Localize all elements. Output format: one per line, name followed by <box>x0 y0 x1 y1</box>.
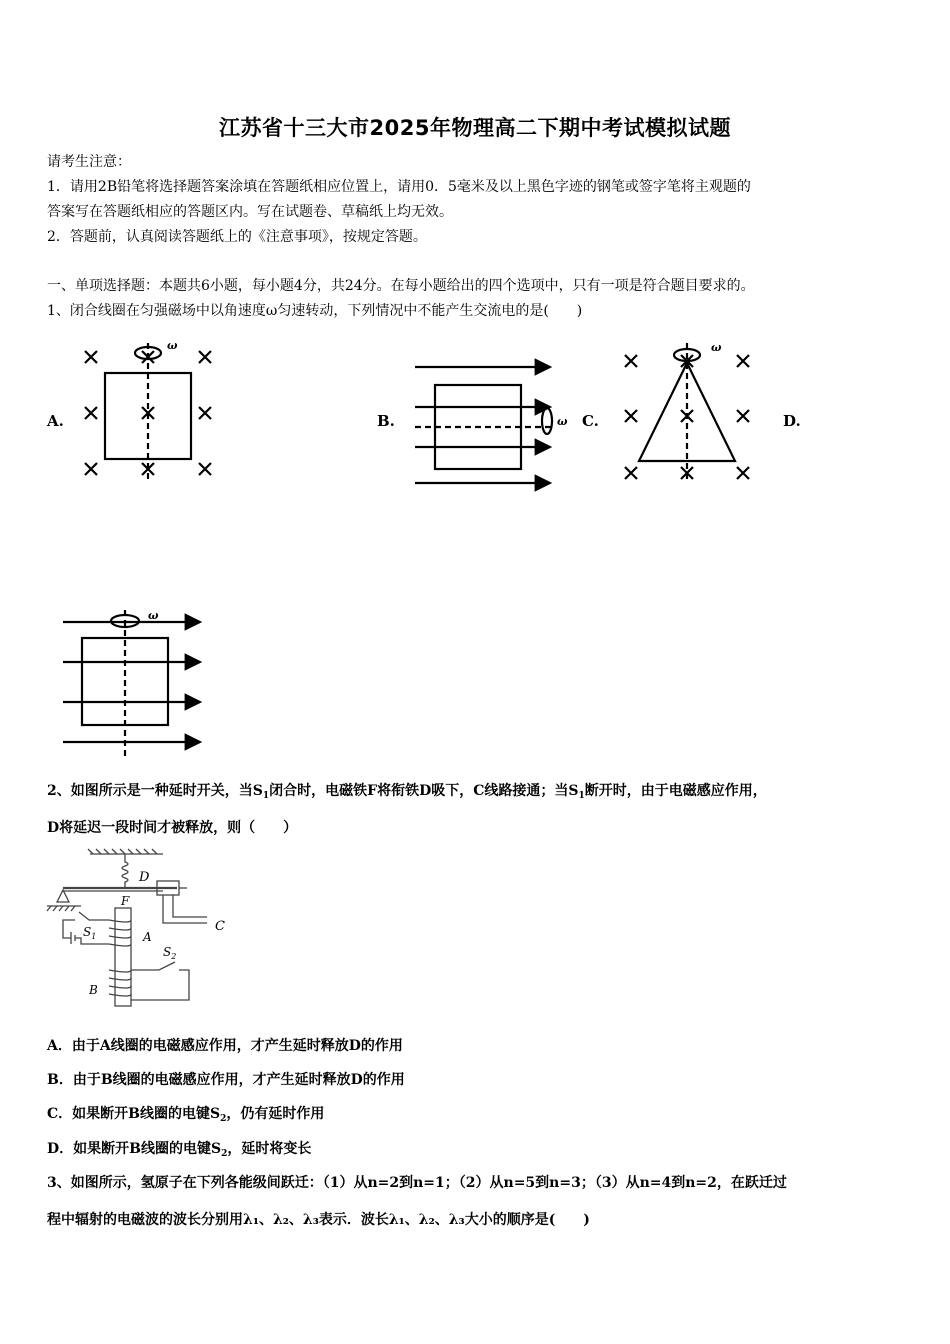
q1-figure-b <box>410 355 570 490</box>
svg-text:F: F <box>121 894 130 908</box>
svg-text:S1: $S_1$ <box>83 925 97 941</box>
notice-heading: 请考生注意： <box>47 154 131 170</box>
section-1-heading: 一、单项选择题：本题共6小题，每小题4分，共24分。在每小题给出的四个选项中，只有一项是符合题目要求的。 <box>47 278 755 294</box>
omega-label: ω <box>167 339 178 352</box>
notice-item-1-line-2: 答案写在答题纸相应的答题区内。写在试题卷、草稿纸上均无效。 <box>47 204 453 220</box>
svg-text:C: C <box>215 919 225 934</box>
notice-item-1-line-1: 1．请用2B铅笔将选择题答案涂填在答题纸相应位置上，请用0．5毫米及以上黑色字迹的钢笔或签字笔将主观题的 <box>47 179 751 195</box>
notice-item-2: 2．答题前，认真阅读答题纸上的《注意事项》，按规定答题。 <box>47 229 427 245</box>
q1-option-d-label: D. <box>783 412 801 430</box>
question-3-stem-line-2: 程中辐射的电磁波的波长分别用λ₁、λ₂、λ₃表示．波长λ₁、λ₂、λ₃大小的顺序是( ) <box>47 1212 590 1228</box>
svg-text:ω: ω <box>148 609 159 622</box>
q1-option-c-label: C. <box>582 412 599 430</box>
q1-figure-c <box>615 335 765 485</box>
question-2-stem-line-1: 2、如图所示是一种延时开关，当$S_1$闭合时，电磁铁F将衔铁D吸下，C线路接通；当$S_1$断开时，由于电磁感应作用， <box>47 783 767 801</box>
q2-option-a: A．由于A线圈的电磁感应作用，才产生延时释放D的作用 <box>47 1038 403 1054</box>
svg-text:ω: ω <box>711 341 722 354</box>
question-1-stem: 1、闭合线圈在匀强磁场中以角速度ω匀速转动，下列情况中不能产生交流电的是( ) <box>47 303 583 319</box>
q1-option-a-label: A. <box>47 412 64 430</box>
q2-option-d: D．如果断开B线圈的电键$S_2$，延时将变长 <box>47 1141 312 1159</box>
svg-text:ω: ω <box>557 415 568 428</box>
svg-text:B: B <box>89 983 98 997</box>
svg-text:A: A <box>143 930 152 944</box>
q1-option-b-label: B. <box>377 412 395 430</box>
svg-text:S2: $S_2$ <box>163 945 177 961</box>
question-2-stem-line-2: D将延迟一段时间才被释放，则（ ） <box>47 820 298 836</box>
q1-figure-d <box>60 605 210 765</box>
q1-figure-a <box>75 335 225 485</box>
svg-text:D: D <box>139 870 150 885</box>
question-3-stem-line-1: 3、如图所示，氢原子在下列各能级间跃迁：（1）从n=2到n=1；（2）从n=5到n=3；（3）从n=4到n=2，在跃迁过 <box>47 1175 787 1191</box>
q2-option-b: B．由于B线圈的电磁感应作用，才产生延时释放D的作用 <box>47 1072 405 1088</box>
q2-option-c: C．如果断开B线圈的电键$S_2$，仍有延时作用 <box>47 1106 325 1124</box>
page-title: 江苏省十三大市2025年物理高二下期中考试模拟试题 <box>219 116 731 140</box>
q2-delay-switch-figure <box>45 848 235 1008</box>
